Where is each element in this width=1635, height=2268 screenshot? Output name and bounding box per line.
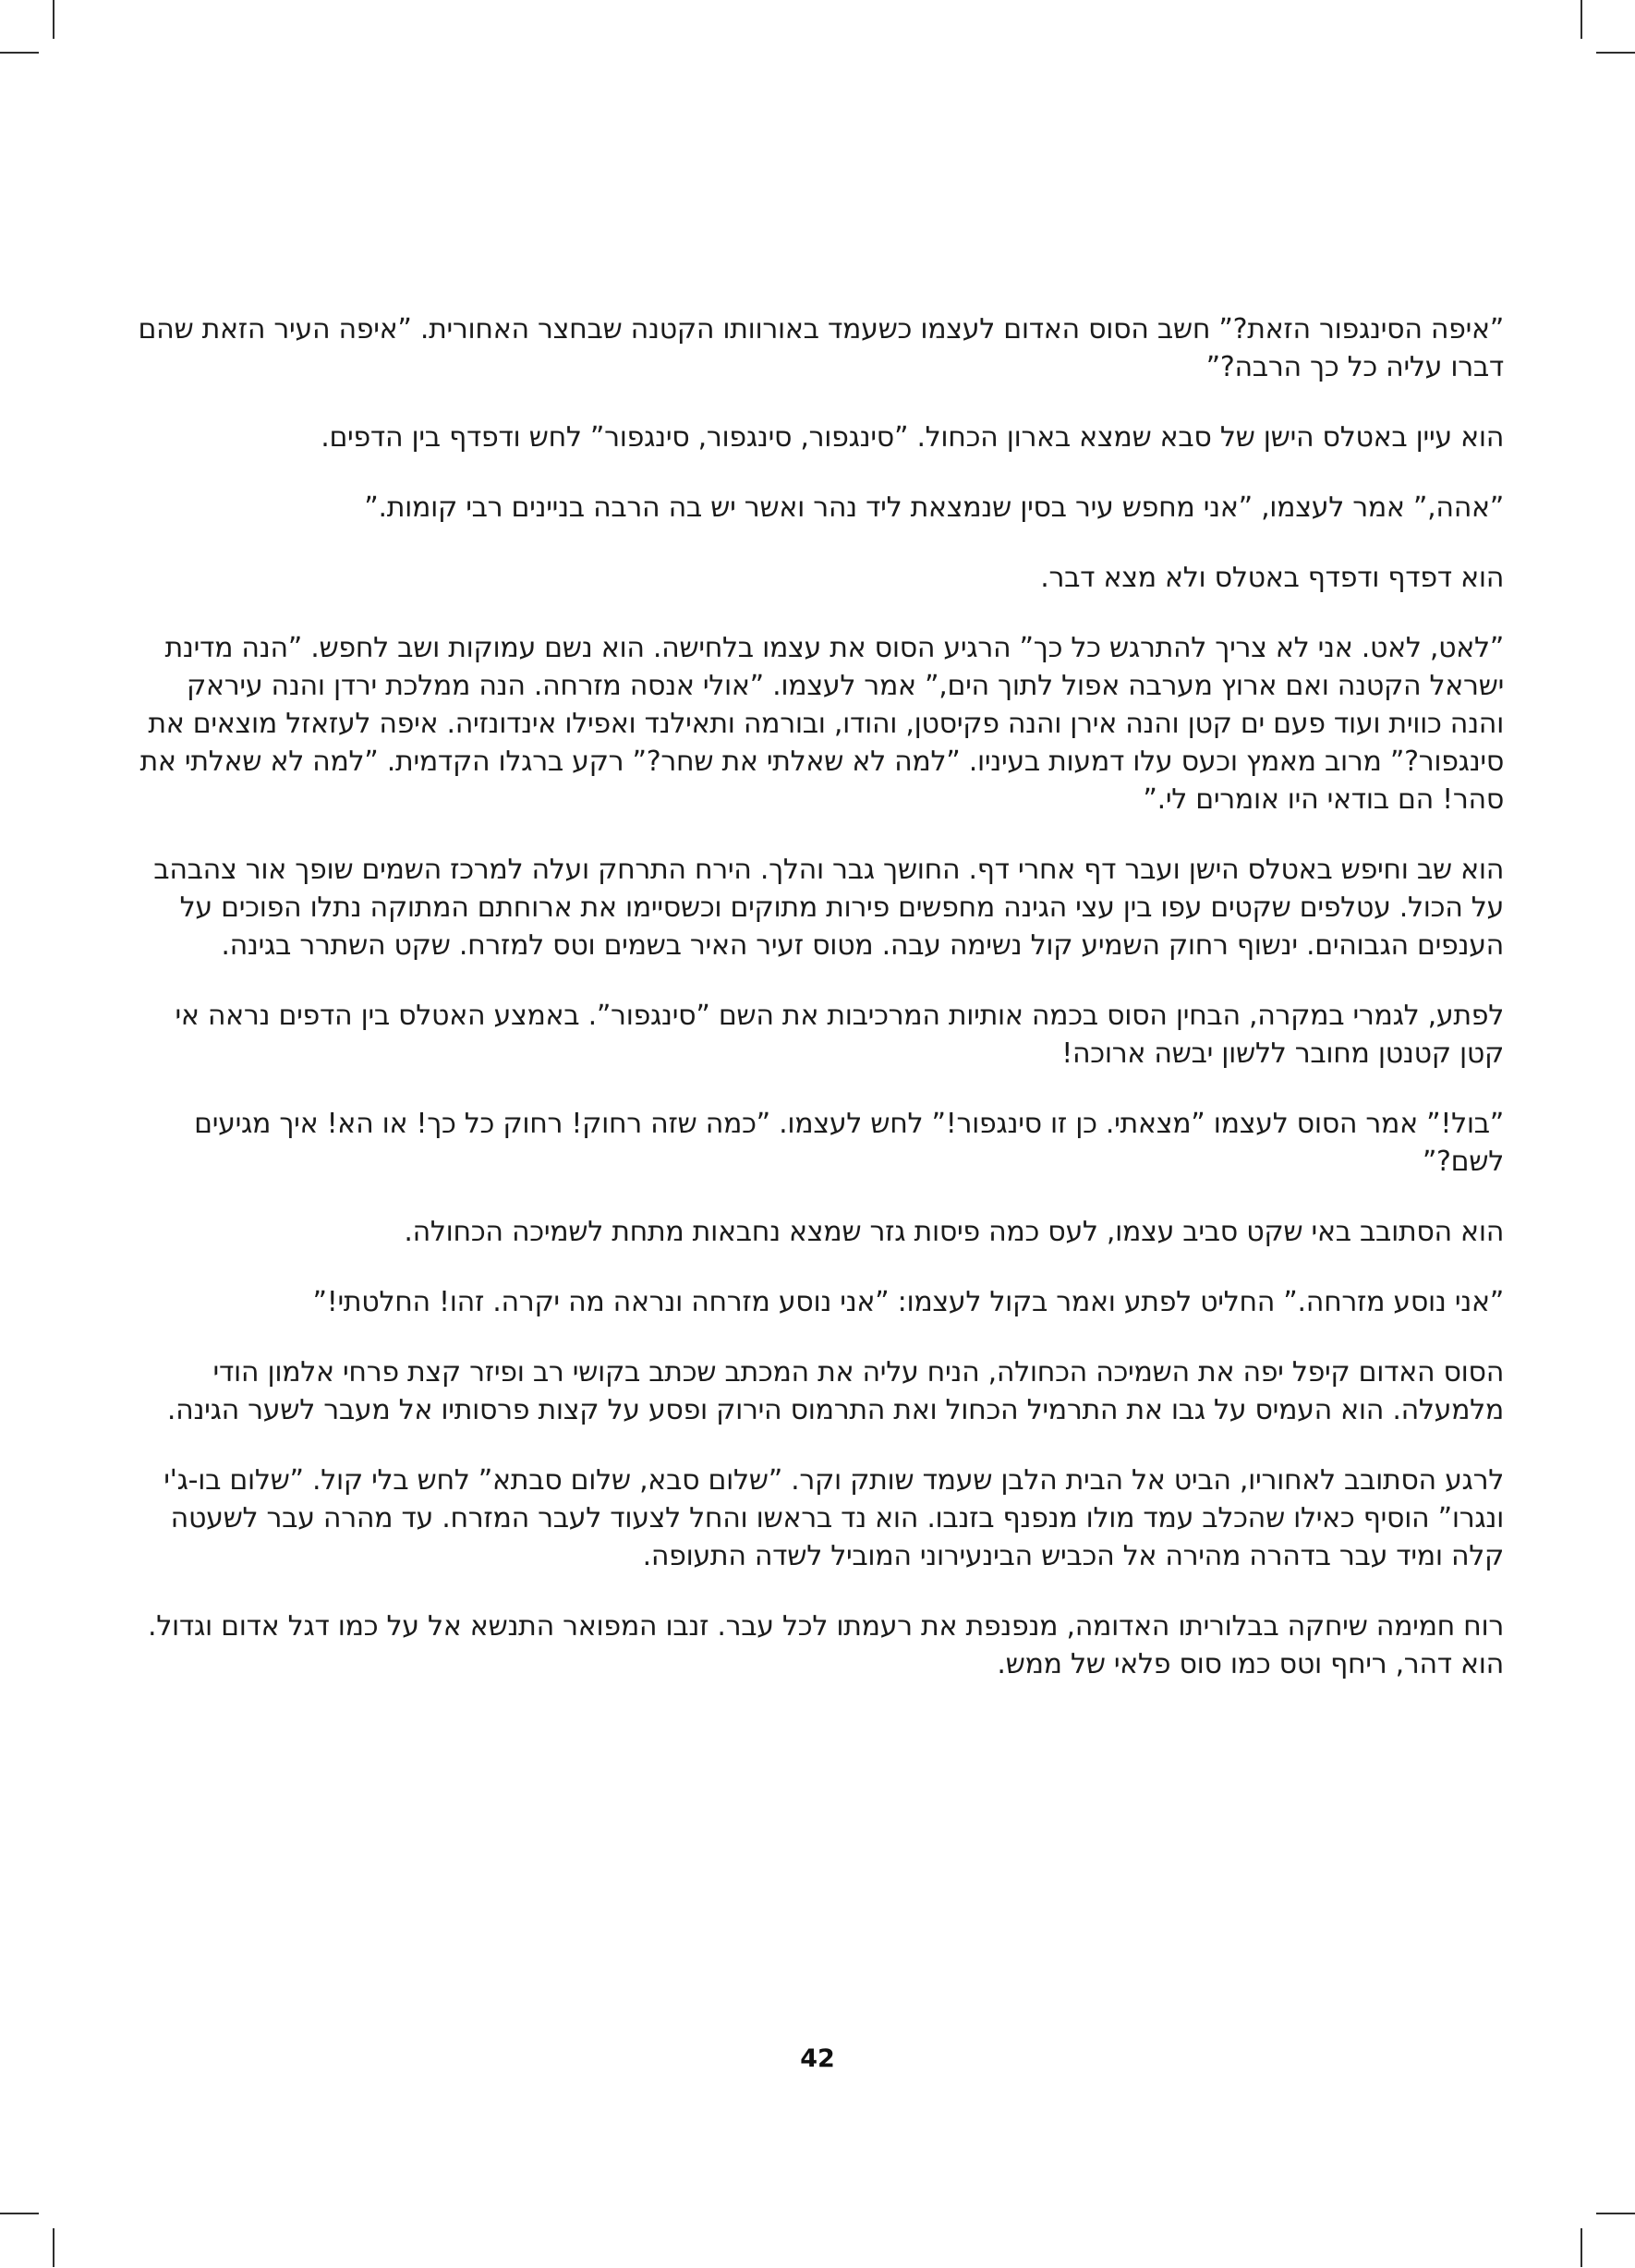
paragraph: הוא שב וחיפש באטלס הישן ועבר דף אחרי דף. החושך גבר והלך. הירח התרחק ועלה למרכז השמים שופך אור צהבהב על הכול. עטלפים שקטים עפו בין עצי הגינה מחפשים פירות מתוקים וכשסיימו את ארוחתם המתוקה נתלו הפוכים על הענפים הגבוהים. ינשוף רחוק השמיע קול נשימה עבה. מטוס זעיר האיר בשמים וטס למזרח. שקט השתרר בגינה. <box>153 854 1504 962</box>
paragraph: רוח חמימה שיחקה בבלוריתו האדומה, מנפנפת את רעמתו לכל עבר. זנבו המפואר התנשא אל על כמו דגל אדום וגדול. הוא דהר, ריחף וטס כמו סוס פלאי של ממש. <box>148 1610 1504 1680</box>
paragraph: הוא עיין באטלס הישן של סבא שמצא בארון הכחול. ”סינגפור, סינגפור, סינגפור” לחש ודפדף בין הדפים. <box>321 421 1504 454</box>
paragraph: ”לאט, לאט. אני לא צריך להתרגש כל כך” הרגיע הסוס את עצמו בלחישה. הוא נשם עמוקות ושב לחפש. ”הנה מדינת ישראל הקטנה ואם ארוץ מערבה אפול לתוך הים,” אמר לעצמו. ”אולי אנסה מזרחה. הנה ממלכת ירדן והנה עיראק והנה כווית ועוד פעם ים קטן והנה אירן והנה פקיסטן, והודו, ובורמה ותאילנד ואפילו אינדונזיה. איפה לעזאזל מוצאים את סינגפור?” מרוב מאמץ וכעס עלו דמעות בעיניו. ”למה לא שאלתי את שחר?” רקע ברגלו הקדמית. ”למה לא שאלתי את סהר! הם בודאי היו אומרים לי.” <box>139 632 1504 816</box>
crop-mark-bottom-right-horizontal-icon <box>1596 2213 1635 2214</box>
paragraph: ”איפה הסינגפור הזאת?” חשב הסוס האדום לעצמו כשעמד באורוותו הקטנה שבחצר האחורית. ”איפה העיר הזאת שהם דברו עליה כל כך הרבה?” <box>138 313 1504 383</box>
paragraph: ”אני נוסע מזרחה.” החליט לפתע ואמר בקול לעצמו: ”אני נוסע מזרחה ונראה מה יקרה. זהו! החלטתי!” <box>312 1286 1504 1318</box>
story-text-block <box>131 310 1504 1683</box>
crop-mark-top-left-horizontal-icon <box>0 52 39 54</box>
paragraph: ”אהה,” אמר לעצמו, ”אני מחפש עיר בסין שנמצאת ליד נהר ואשר יש בה הרבה בניינים רבי קומות.” <box>364 491 1504 524</box>
crop-mark-top-left-vertical-icon <box>53 0 54 39</box>
paragraph: לרגע הסתובב לאחוריו, הביט אל הבית הלבן שעמד שותק וקר. ”שלום סבא, שלום סבתא” לחש בלי קול. ”שלום בו-ג'י ונגרו” הוסיף כאילו שהכלב עמד מולו מנפנף בזנבו. הוא נד בראשו והחל לצעוד לעבר המזרח. עד מהרה עבר לשעטה קלה ומיד עבר בדהרה מהירה אל הכביש הבינעירוני המוביל לשדה התעופה. <box>164 1464 1504 1572</box>
paragraph: ”בול!” אמר הסוס לעצמו ”מצאתי. כן זו סינגפור!” לחש לעצמו. ”כמה שזה רחוק! רחוק כל כך! או הא! איך מגיעים לשם?” <box>194 1108 1504 1178</box>
paragraph: הוא הסתובב באי שקט סביב עצמו, לעס כמה פיסות גזר שמצא נחבאות מתחת לשמיכה הכחולה. <box>404 1216 1504 1248</box>
page-number: 42 <box>800 2044 835 2073</box>
paragraph: הסוס האדום קיפל יפה את השמיכה הכחולה, הניח עליה את המכתב שכתב בקושי רב ופיזר קצת פרחי אלמון הודי מלמעלה. הוא העמיס על גבו את התרמיל הכחול ואת התרמוס הירוק ופסע על קצות פרסותיו אל מעבר לשער הגינה. <box>166 1356 1504 1426</box>
paragraph: לפתע, לגמרי במקרה, הבחין הסוס בכמה אותיות המרכיבות את השם ”סינגפור”. באמצע האטלס בין הדפים נראה אי קטן קטנטן מחובר ללשון יבשה ארוכה! <box>175 1000 1504 1070</box>
paragraph: הוא דפדף ודפדף באטלס ולא מצא דבר. <box>1040 562 1504 594</box>
crop-mark-bottom-left-horizontal-icon <box>0 2213 39 2214</box>
crop-mark-top-right-vertical-icon <box>1580 0 1582 39</box>
crop-mark-bottom-right-vertical-icon <box>1580 2228 1582 2267</box>
crop-mark-top-right-horizontal-icon <box>1596 52 1635 54</box>
crop-mark-bottom-left-vertical-icon <box>53 2228 54 2267</box>
